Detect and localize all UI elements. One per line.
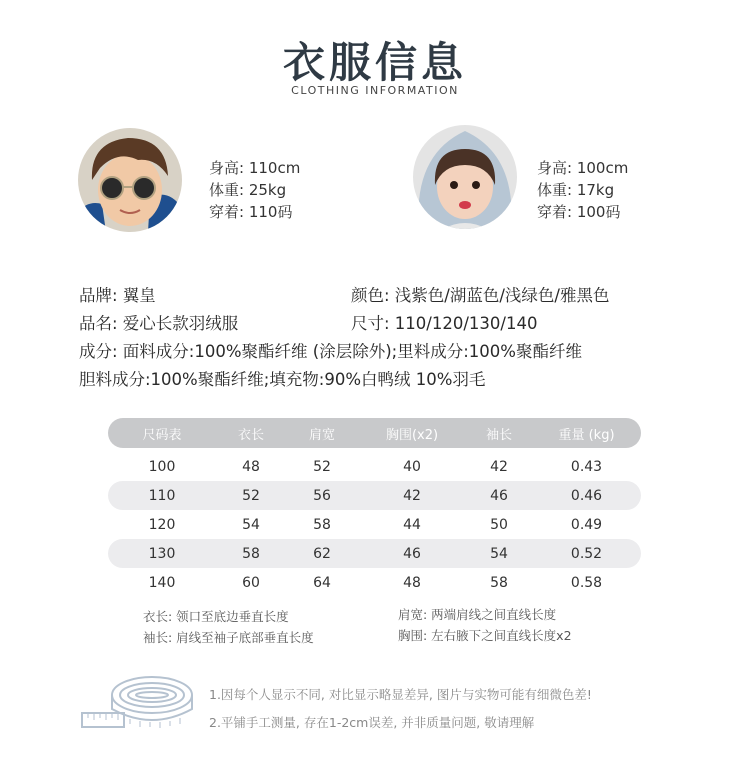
page-title: 衣服信息 xyxy=(282,38,467,87)
header-cell: 胸围(x2) xyxy=(385,427,439,443)
header-cell: 重量 (kg) xyxy=(558,427,615,443)
note-length: 衣长: 领口至底边垂直长度 xyxy=(143,609,289,624)
model-height: 身高: 110cm xyxy=(209,159,301,177)
table-cell: 0.46 xyxy=(570,487,603,504)
product-name: 品名: 爱心长款羽绒服 xyxy=(79,314,239,333)
table-cell: 46 xyxy=(490,487,508,504)
note-chest: 胸围: 左右腋下之间直线长度x2 xyxy=(398,628,572,643)
header-cell: 肩宽 xyxy=(308,427,335,443)
table-cell: 62 xyxy=(313,545,331,562)
table-cell: 58 xyxy=(490,574,508,591)
size-table xyxy=(108,418,641,597)
table-row xyxy=(108,481,641,510)
table-cell: 140 xyxy=(148,574,176,591)
measurement-notes-left xyxy=(143,606,314,648)
girl-model-info xyxy=(537,157,628,223)
table-cell: 0.52 xyxy=(570,545,603,562)
product-size: 尺寸: 110/120/130/140 xyxy=(351,314,538,333)
model-size: 穿着: 110码 xyxy=(209,203,293,221)
table-cell: 56 xyxy=(313,487,331,504)
table-cell: 42 xyxy=(403,487,421,504)
header-cell: 衣长 xyxy=(237,427,264,443)
table-cell: 54 xyxy=(242,516,260,533)
product-color: 颜色: 浅紫色/湖蓝色/浅绿色/雅黑色 xyxy=(351,286,610,305)
table-row xyxy=(108,510,641,539)
table-cell: 54 xyxy=(490,545,508,562)
measuring-tape-icon xyxy=(80,671,198,733)
measurement-notes-right xyxy=(398,604,572,646)
table-cell: 0.43 xyxy=(570,458,603,475)
model-size: 穿着: 100码 xyxy=(537,203,621,221)
disclaimer-line-1: 1.因每个人显示不同, 对比显示略显差异, 图片与实物可能有细微色差! xyxy=(209,687,592,702)
boy-model-info xyxy=(209,157,300,223)
product-lining: 胆料成分:100%聚酯纤维;填充物:90%白鸭绒 10%羽毛 xyxy=(79,370,486,389)
table-cell: 52 xyxy=(242,487,260,504)
girl-model-photo xyxy=(413,125,517,229)
size-table-header xyxy=(108,418,641,448)
page-subtitle: CLOTHING INFORMATION xyxy=(291,84,459,97)
table-cell: 50 xyxy=(490,516,508,533)
table-cell: 58 xyxy=(242,545,260,562)
table-row xyxy=(108,539,641,568)
header-cell: 尺码表 xyxy=(142,427,182,443)
table-cell: 48 xyxy=(242,458,260,475)
disclaimer-line-2: 2.平铺手工测量, 存在1-2cm误差, 并非质量问题, 敬请理解 xyxy=(209,715,535,730)
table-cell: 110 xyxy=(148,487,176,504)
table-cell: 120 xyxy=(148,516,176,533)
table-cell: 100 xyxy=(148,458,176,475)
model-weight: 体重: 25kg xyxy=(209,181,287,199)
product-material: 成分: 面料成分:100%聚酯纤维 (涂层除外);里料成分:100%聚酯纤维 xyxy=(79,342,582,361)
table-cell: 52 xyxy=(313,458,331,475)
table-cell: 42 xyxy=(490,458,508,475)
table-cell: 0.49 xyxy=(570,516,603,533)
table-cell: 130 xyxy=(148,545,176,562)
disclaimer xyxy=(209,681,592,737)
table-cell: 40 xyxy=(403,458,421,475)
model-weight: 体重: 17kg xyxy=(537,181,615,199)
table-cell: 48 xyxy=(403,574,421,591)
table-cell: 46 xyxy=(403,545,421,562)
boy-model-photo xyxy=(78,128,182,232)
note-shoulder: 肩宽: 两端肩线之间直线长度 xyxy=(398,607,557,622)
model-height: 身高: 100cm xyxy=(537,159,629,177)
table-cell: 64 xyxy=(313,574,331,591)
product-brand: 品牌: 翼皇 xyxy=(79,286,156,305)
table-cell: 44 xyxy=(403,516,421,533)
table-cell: 60 xyxy=(242,574,260,591)
table-cell: 0.58 xyxy=(570,574,603,591)
note-sleeve: 袖长: 肩线至袖子底部垂直长度 xyxy=(143,630,314,645)
table-row xyxy=(108,568,641,597)
table-row xyxy=(108,452,641,481)
header-cell: 袖长 xyxy=(485,427,512,443)
table-cell: 58 xyxy=(313,516,331,533)
